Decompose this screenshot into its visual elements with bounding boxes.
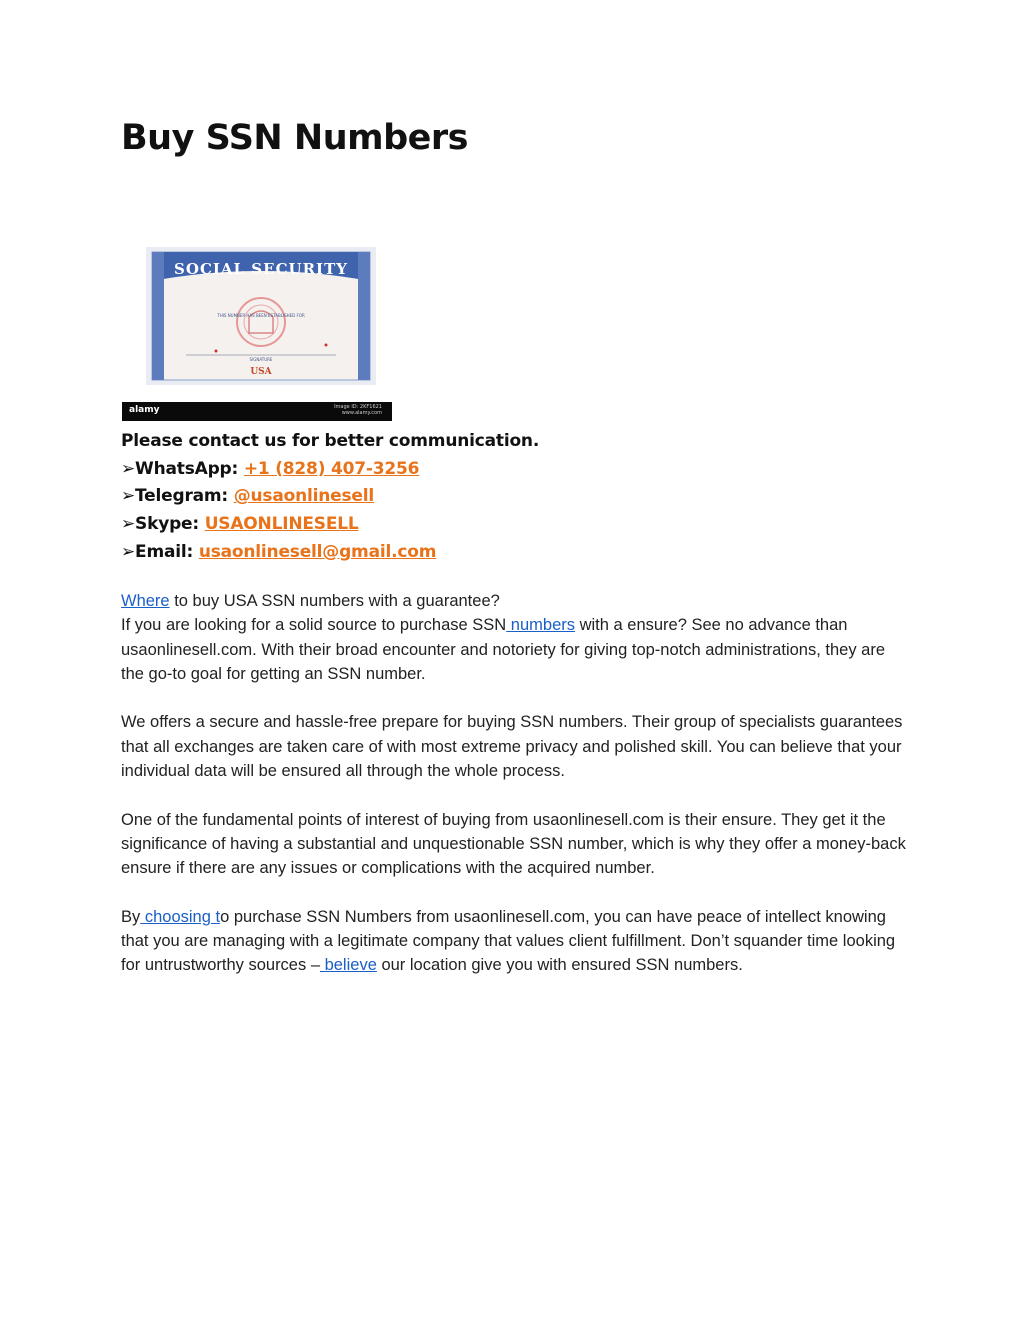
card-line-text: THIS NUMBER HAS BEEN ESTABLISHED FOR (217, 313, 305, 318)
arrow-bullet-icon: ➢ (121, 458, 136, 479)
contact-block (121, 428, 539, 567)
stock-logo: alamy (129, 405, 160, 415)
paragraph-2: We offers a secure and hassle-free prepare for buying SSN numbers. Their group of specialists guarantees that all exchanges are taken care of with most extreme privacy and polished skill. You can believe that your individual data will be ensured all through the whole process. (121, 713, 903, 781)
telegram-link[interactable]: @usaonlinesell (233, 486, 374, 507)
arrow-bullet-icon: ➢ (121, 541, 136, 562)
paragraph-4: By choosing to purchase SSN Numbers from usaonlinesell.com, you can have peace of intellect knowing that you are managing with a legitimate company that values client fulfillment. Don’t squander time looking for untrustworthy sources – believe our location give you with ensured SSN numbers. (121, 907, 896, 975)
card-signature-label: SIGNATURE (249, 357, 273, 362)
numbers-link[interactable]: numbers (506, 616, 575, 635)
choosing-link[interactable]: choosing t (140, 907, 221, 926)
whatsapp-link[interactable]: +1 (828) 407-3256 (243, 458, 420, 479)
contact-item-email: ➢Email: usaonlinesell@gmail.com (121, 541, 437, 562)
arrow-bullet-icon: ➢ (121, 514, 136, 535)
contact-item-telegram: ➢Telegram: @usaonlinesell (121, 486, 374, 507)
arrow-bullet-icon: ➢ (121, 486, 136, 507)
contact-heading: Please contact us for better communication. (121, 431, 540, 451)
skype-link[interactable]: USAONLINESELL (204, 514, 359, 535)
stock-image-id: Image ID: 2KF1621 www.alamy.com (334, 404, 382, 416)
page-title: Buy SSN Numbers (121, 118, 468, 158)
contact-item-whatsapp: ➢WhatsApp: +1 (828) 407-3256 (121, 458, 420, 479)
where-link[interactable]: Where (121, 592, 170, 610)
paragraph-3: One of the fundamental points of interest of buying from usaonlinesell.com is their ensure. They get it the significance of having a substantial and unquestionable SSN number, which is why they offer a money-back ensure if there are any issues or complications with the acquired number. (121, 810, 906, 878)
paragraph-1: Where to buy USA SSN numbers with a guarantee? If you are looking for a solid source to purchase SSN numbers with a ensure? See no advance than usaonlinesell.com. With their broad encounter and notoriety for giving top-notch administrations, they are the go-to goal for getting an SSN number. (121, 592, 885, 683)
card-top-text: SOCIAL SECURITY (174, 260, 348, 278)
card-usa-text: USA (250, 367, 272, 377)
email-link[interactable]: usaonlinesell@gmail.com (198, 541, 437, 562)
stock-watermark-bar (122, 402, 392, 421)
contact-item-skype: ➢Skype: USAONLINESELL (121, 514, 359, 535)
believe-link[interactable]: believe (320, 956, 377, 975)
article-body (121, 589, 911, 1002)
social-security-card-image (146, 247, 376, 385)
